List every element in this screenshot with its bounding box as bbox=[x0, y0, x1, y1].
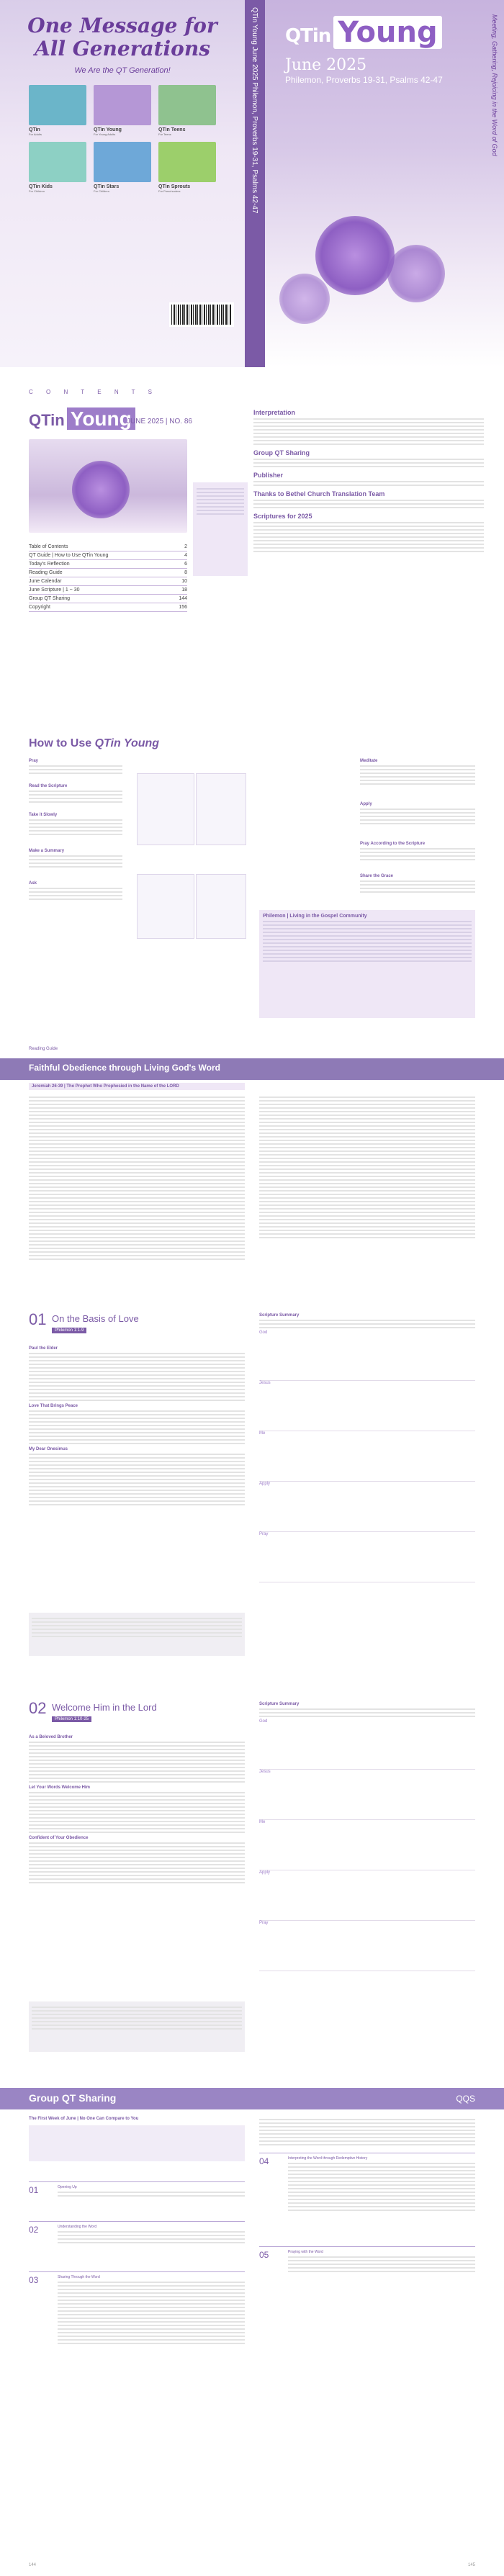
credits-heading: Thanks to Bethel Church Translation Team bbox=[253, 490, 385, 497]
sharing-item: 03 Sharing Through the Word bbox=[29, 2271, 245, 2346]
article-title: Faithful Obedience through Living God's Word bbox=[29, 1063, 220, 1073]
step-pray-scripture: Pray According to the Scripture bbox=[360, 842, 475, 863]
contents-page bbox=[0, 367, 504, 701]
section-heading: Paul the Elder bbox=[29, 1346, 58, 1351]
product-thumb bbox=[94, 142, 151, 182]
tulip-photo bbox=[29, 439, 187, 533]
guide-heading: Scripture Summary bbox=[259, 1313, 300, 1318]
step-slowly: Take it Slowly bbox=[29, 813, 122, 837]
back-cover-subtitle: We Are the QT Generation! bbox=[74, 66, 171, 75]
group-sharing-page bbox=[0, 2073, 504, 2576]
toc-row[interactable] bbox=[29, 577, 187, 586]
guide-heading: Scripture Summary bbox=[259, 1702, 300, 1706]
sharing-item: 04 Interpreting the Word through Redemptive History bbox=[259, 2153, 475, 2213]
toc-page: 8 bbox=[184, 570, 187, 575]
toc-row[interactable] bbox=[29, 569, 187, 577]
toc-page: 156 bbox=[179, 605, 187, 610]
step-pray: Pray bbox=[29, 759, 122, 776]
product-thumb bbox=[94, 85, 151, 125]
product-card bbox=[94, 142, 151, 193]
sharing-item: 01 Opening Up bbox=[29, 2181, 245, 2199]
cover-vertical-slogan: Meeting, Gathering, Rejoicing in the Word of God bbox=[491, 14, 498, 156]
group-code: QQS bbox=[456, 2094, 475, 2104]
step-meditate: Meditate bbox=[360, 759, 475, 787]
field-pray[interactable]: Pray bbox=[259, 1532, 475, 1582]
toc-row[interactable] bbox=[29, 551, 187, 560]
product-thumb bbox=[158, 85, 216, 125]
toc-page: 18 bbox=[181, 587, 187, 593]
group-body-right bbox=[259, 2117, 475, 2148]
howto-title-brand: QTin Young bbox=[94, 737, 160, 749]
toc-label: June Scripture | 1 ~ 30 bbox=[29, 587, 80, 593]
field-me[interactable]: Me bbox=[259, 1820, 475, 1870]
sharing-item: 02 Understanding the Word bbox=[29, 2221, 245, 2246]
table-of-contents bbox=[29, 543, 187, 612]
howto-title bbox=[29, 737, 159, 750]
section-heading: My Dear Onesimus bbox=[29, 1447, 68, 1451]
product-desc: For Children bbox=[94, 189, 110, 193]
contents-side-note bbox=[193, 482, 248, 576]
product-desc: For Preschoolers bbox=[158, 189, 181, 193]
devotion-page-day2 bbox=[0, 1685, 504, 2073]
product-grid bbox=[29, 85, 216, 193]
toc-label: Copyright bbox=[29, 605, 50, 610]
word-notes-box bbox=[29, 1613, 245, 1656]
word-notes-box bbox=[29, 2001, 245, 2052]
toc-label: QT Guide | How to Use QTin Young bbox=[29, 553, 109, 558]
product-thumb bbox=[158, 142, 216, 182]
book-intro-box bbox=[259, 910, 475, 1018]
contents-credits bbox=[253, 405, 484, 554]
day-number: 02 bbox=[29, 1699, 47, 1717]
toc-label: June Calendar bbox=[29, 579, 62, 584]
product-card bbox=[29, 85, 86, 136]
product-card bbox=[94, 85, 151, 136]
section-heading: As a Beloved Brother bbox=[29, 1735, 73, 1739]
section-heading: Love That Brings Peace bbox=[29, 1404, 78, 1408]
front-cover bbox=[265, 0, 504, 367]
cover-spread bbox=[0, 0, 504, 367]
contents-heading: C O N T E N T S bbox=[29, 389, 158, 395]
spine-text: QTin Young June 2025 Philemon, Proverbs 19-31, Psalms 42-47 bbox=[251, 7, 258, 214]
product-name: QTin Young bbox=[94, 127, 122, 132]
scripture-reference: Philemon 1:10-25 bbox=[52, 1716, 91, 1722]
issue-number: JUNE 2025 | NO. 86 bbox=[127, 418, 192, 425]
product-name: QTin Kids bbox=[29, 184, 53, 189]
how-to-use-page bbox=[0, 701, 504, 1037]
flower-image bbox=[315, 216, 395, 295]
cover-logo bbox=[285, 16, 442, 49]
flower-image bbox=[387, 245, 445, 302]
howto-title-prefix: How to Use bbox=[29, 737, 95, 749]
toc-page: 144 bbox=[179, 596, 187, 601]
step-summary: Make a Summary bbox=[29, 849, 122, 870]
devotion-page-day1 bbox=[0, 1296, 504, 1685]
sample-page-thumbnail bbox=[137, 874, 194, 939]
scripture-reference: Philemon 1:1-9 bbox=[52, 1328, 86, 1333]
credits-heading: Group QT Sharing bbox=[253, 449, 310, 456]
step-ask: Ask bbox=[29, 881, 122, 902]
product-card bbox=[158, 142, 216, 193]
field-apply[interactable]: Apply bbox=[259, 1482, 475, 1532]
field-pray[interactable]: Pray bbox=[259, 1921, 475, 1971]
field-jesus[interactable]: Jesus bbox=[259, 1770, 475, 1820]
toc-row[interactable] bbox=[29, 560, 187, 569]
product-desc: For Adults bbox=[29, 132, 42, 136]
credits-heading: Interpretation bbox=[253, 409, 296, 416]
product-thumb bbox=[29, 85, 86, 125]
toc-row[interactable] bbox=[29, 586, 187, 595]
logo-young: Young bbox=[333, 16, 441, 49]
cover-date: June 2025 bbox=[285, 56, 367, 74]
day-title: On the Basis of Love bbox=[52, 1313, 139, 1324]
field-god[interactable]: God bbox=[259, 1719, 475, 1770]
toc-page: 10 bbox=[181, 579, 187, 584]
toc-page: 2 bbox=[184, 544, 187, 549]
scripture-text bbox=[29, 1343, 245, 1508]
reading-guide-page bbox=[0, 1037, 504, 1296]
product-desc: For Teens bbox=[158, 132, 171, 136]
toc-label: Table of Contents bbox=[29, 544, 68, 549]
section-heading: Let Your Words Welcome Him bbox=[29, 1785, 90, 1790]
logo-qt: QTin bbox=[285, 25, 331, 47]
product-name: QTin Sprouts bbox=[158, 184, 191, 189]
key-verse-box bbox=[29, 2125, 245, 2161]
day-number: 01 bbox=[29, 1310, 47, 1328]
field-jesus[interactable]: Jesus bbox=[259, 1381, 475, 1431]
product-desc: For Young Adults bbox=[94, 132, 116, 136]
toc-label: Today's Reflection bbox=[29, 562, 70, 567]
field-apply[interactable]: Apply bbox=[259, 1870, 475, 1921]
credits-heading: Scriptures for 2025 bbox=[253, 513, 312, 520]
product-card bbox=[158, 85, 216, 136]
toc-row[interactable] bbox=[29, 595, 187, 603]
product-card bbox=[29, 142, 86, 193]
back-cover bbox=[0, 0, 245, 367]
field-god[interactable]: God bbox=[259, 1330, 475, 1381]
step-share: Share the Grace bbox=[360, 874, 475, 895]
product-thumb bbox=[29, 142, 86, 182]
day-title: Welcome Him in the Lord bbox=[52, 1702, 157, 1713]
back-cover-title: One Message for All Generations bbox=[27, 14, 217, 60]
flower-image bbox=[279, 274, 330, 324]
section-heading: Confident of Your Obedience bbox=[29, 1836, 89, 1840]
toc-page: 4 bbox=[184, 553, 187, 558]
article-kicker: Reading Guide bbox=[29, 1047, 58, 1051]
spine bbox=[245, 0, 265, 367]
logo-young: Young bbox=[67, 407, 135, 430]
article-body-right bbox=[259, 1094, 475, 1240]
toc-row[interactable] bbox=[29, 543, 187, 551]
toc-page: 6 bbox=[184, 562, 187, 567]
qt-guide-column bbox=[259, 1310, 475, 1582]
credits-heading: Publisher bbox=[253, 472, 284, 479]
contents-logo bbox=[29, 407, 135, 431]
book-intro-title: Philemon | Living in the Gospel Community bbox=[263, 914, 367, 919]
sample-page-thumbnail bbox=[196, 773, 246, 845]
product-name: QTin Teens bbox=[158, 127, 186, 132]
article-subtitle: Jeremiah 26-39 | The Prophet Who Prophesied in the Name of the LORD bbox=[29, 1083, 245, 1090]
page-number: 144 bbox=[29, 2563, 37, 2567]
article-body-left bbox=[29, 1094, 245, 1262]
qt-guide-column bbox=[259, 1699, 475, 1971]
field-me[interactable]: Me bbox=[259, 1431, 475, 1482]
step-read: Read the Scripture bbox=[29, 784, 122, 805]
flower-image bbox=[72, 461, 130, 518]
logo-qt: QTin bbox=[29, 411, 65, 429]
barcode-icon bbox=[169, 302, 234, 327]
week-label: The First Week of June | No One Can Compare to You bbox=[29, 2117, 139, 2121]
product-name: QTin bbox=[29, 127, 40, 132]
sample-page-thumbnail bbox=[196, 874, 246, 939]
sample-page-thumbnail bbox=[137, 773, 194, 845]
product-desc: For Children bbox=[29, 189, 45, 193]
page-number: 145 bbox=[467, 2563, 475, 2567]
sharing-item: 05 Praying with the Word bbox=[259, 2246, 475, 2274]
cover-reading: Philemon, Proverbs 19-31, Psalms 42-47 bbox=[285, 75, 443, 85]
product-name: QTin Stars bbox=[94, 184, 120, 189]
toc-label: Group QT Sharing bbox=[29, 596, 71, 601]
toc-row[interactable] bbox=[29, 603, 187, 612]
scripture-text bbox=[29, 1732, 245, 1886]
toc-label: Reading Guide bbox=[29, 570, 63, 575]
group-title: Group QT Sharing bbox=[29, 2092, 117, 2104]
step-apply: Apply bbox=[360, 802, 475, 827]
